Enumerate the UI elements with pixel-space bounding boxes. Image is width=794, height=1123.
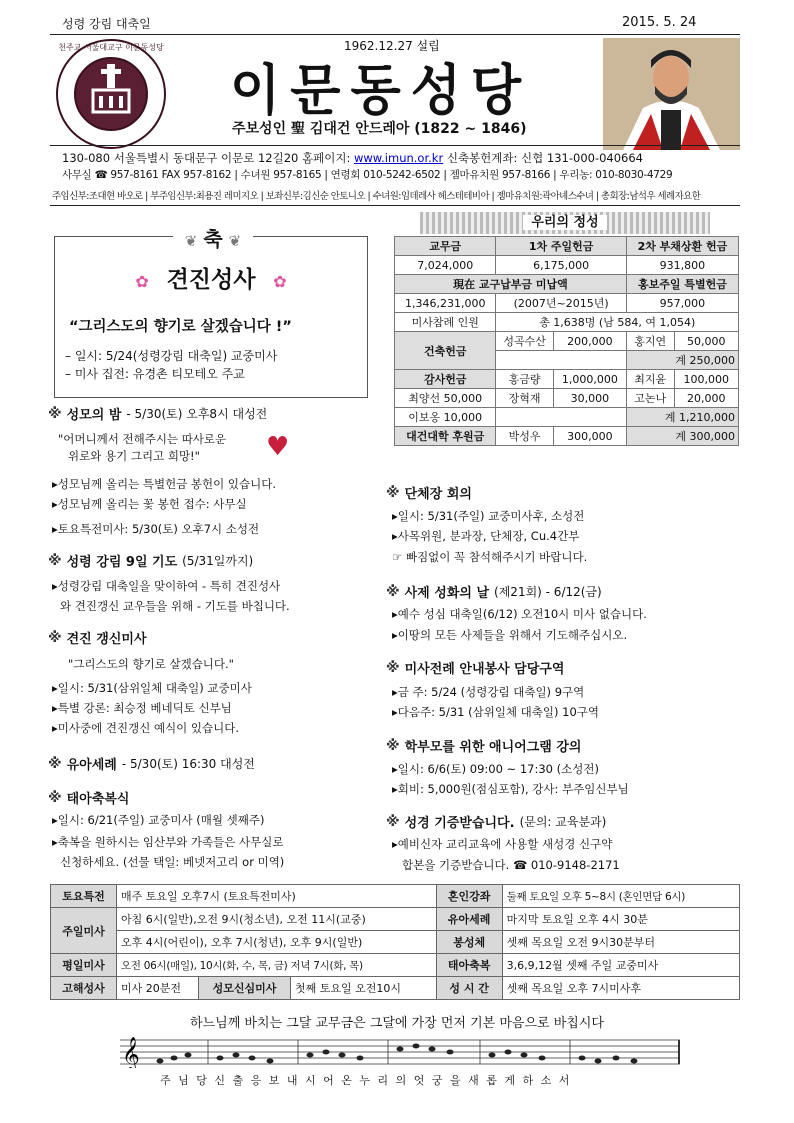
offering-value: 1,346,231,000 [395, 294, 496, 313]
celebration-box [54, 227, 368, 398]
thanks-label: 감사헌금 [395, 370, 496, 389]
schedule-value: 첫째 토요일 오전10시 [291, 977, 437, 1000]
amount: 100,000 [674, 370, 738, 389]
amount: 10,000 [443, 411, 483, 424]
star-icon: ※ [386, 659, 400, 676]
section-line: ▸성모님께 올리는 꽃 봉헌 접수: 사무실 [52, 497, 247, 511]
section-line: ▸예수 성심 대축일(6/12) 오전10시 미사 없습니다. [392, 607, 647, 621]
section-line: ▸이땅의 모든 사제들을 위해서 기도해주십시오. [392, 628, 628, 642]
star-icon: ※ [48, 789, 62, 806]
amount: 20,000 [674, 389, 738, 408]
section-line: ▸일시: 5/31(주일) 교중미사후, 소성전 [392, 509, 585, 523]
star-icon: ※ [48, 552, 62, 569]
schedule-value: 미사 20분전 [117, 977, 199, 1000]
amount: 1,000,000 [553, 370, 626, 389]
offering-value: 957,000 [626, 294, 738, 313]
celebration-item: – 미사 집전: 유경촌 티모테오 주교 [65, 367, 245, 381]
section-line: ▸예비신자 교리교육에 사용할 새성경 신구약 [392, 837, 613, 851]
donor: 최양선 [408, 392, 441, 405]
section-line: ▸특별 강론: 최승정 베네딕토 신부님 [52, 701, 232, 715]
schedule-label: 봉성체 [436, 931, 502, 954]
donor: 최지윤 [626, 370, 674, 389]
section-line: 신청하세요. (선물 택일: 베넷저고리 or 미역) [60, 855, 285, 869]
offering-label: 우리의 정성 [523, 215, 606, 230]
donor: 장혁재 [496, 389, 553, 408]
star-icon: ※ [48, 755, 62, 772]
section-title: 사제 성화의 날 [404, 586, 490, 601]
flower-icon: ✿ [273, 272, 287, 291]
celebration-quote: “그리스도의 향기로 살겠습니다 !” [69, 319, 292, 335]
schedule-value: 셋째 목요일 오전 9시30분부터 [502, 931, 739, 954]
section-line: "그리스도의 향기로 살겠습니다." [68, 657, 234, 671]
section-line: ▸토요특전미사: 5/30(토) 오후7시 소성전 [52, 522, 260, 536]
offering-value: 7,024,000 [395, 256, 496, 275]
chuk-char: 축 [203, 227, 223, 251]
scholar-total: 계 300,000 [626, 427, 738, 446]
celebration-title: 견진성사 [166, 267, 256, 293]
parish-seal [55, 38, 167, 150]
section-title: 성경 기증받습니다. [404, 816, 515, 831]
offering-header: 교무금 [395, 237, 496, 256]
founded: 1962.12.27 설립 [344, 39, 440, 53]
schedule-value: 3,6,9,12월 셋째 주일 교중미사 [502, 954, 739, 977]
flower-icon: ✿ [135, 272, 149, 291]
donor-amount [395, 408, 496, 427]
section-subtitle: - 5/30(토) 16:30 대성전 [121, 757, 255, 771]
schedule-label: 토요특전 [51, 885, 117, 908]
schedule-value: 오전 06시(매일), 10시(화, 수, 목, 금) 저녁 7시(화, 목) [117, 954, 437, 977]
section-subtitle: (문의: 교육분과) [519, 815, 607, 829]
donor: 홍지연 [626, 332, 674, 351]
occasion: 성령 강림 대축일 [62, 17, 151, 31]
section-line: ▸일시: 6/6(토) 09:00 ~ 17:30 (소성전) [392, 762, 599, 776]
amount: 300,000 [553, 427, 626, 446]
offering-value: 931,800 [626, 256, 738, 275]
offering-value: 6,175,000 [496, 256, 626, 275]
schedule-value: 아침 6시(일반),오전 9시(청소년), 오전 11시(교중) [117, 908, 437, 931]
section-line: 합본을 기증받습니다. ☎ 010-9148-2171 [402, 858, 620, 872]
section-line: ▸일시: 5/31(삼위일체 대축일) 교중미사 [52, 681, 252, 695]
donor: 박성우 [496, 427, 553, 446]
section-subtitle: (5/31일까지) [182, 554, 254, 568]
amount: 50,000 [443, 392, 483, 405]
schedule-label: 유아세례 [436, 908, 502, 931]
hymn-lyrics: 주 님 당 신 출 응 보 내 시 어 온 누 리 의 엇 궁 을 새 롭 게 하 소 서 [160, 1074, 572, 1087]
offering-header: 1차 주일헌금 [496, 237, 626, 256]
star-icon: ※ [386, 583, 400, 600]
schedule-label: 태아축복 [436, 954, 502, 977]
offering-banner [420, 212, 710, 234]
star-icon: ※ [48, 405, 62, 422]
schedule-label: 고해성사 [51, 977, 117, 1000]
mass-schedule-table [50, 884, 740, 1000]
heart-icon: ♥ [266, 432, 290, 462]
star-icon: ※ [48, 629, 62, 646]
schedule-value: 오후 4시(어린이), 오후 7시(청년), 오후 9시(일반) [117, 931, 437, 954]
patron-saint-portrait [603, 38, 740, 150]
building-total: 계 250,000 [626, 351, 738, 370]
amount: 30,000 [553, 389, 626, 408]
laurel-icon: ❦ 축 ❦ [173, 223, 253, 253]
section-title: 학부모를 위한 애니어그램 강의 [404, 740, 582, 755]
section-line: ▸사목위원, 분과장, 단체장, Cu.4간부 [392, 529, 580, 543]
donor: 홍금량 [496, 370, 553, 389]
address: 130-080 서울특별시 동대문구 이문로 12길20 홈페이지: [62, 151, 354, 165]
patron-line: 주보성인 聖 김대건 안드레아 (1822 ~ 1846) [232, 121, 527, 137]
star-icon: ※ [386, 484, 400, 501]
homepage-link[interactable]: www.imun.or.kr [353, 151, 444, 165]
section-line: "어머니께서 전해주시는 따사로운 [58, 432, 227, 446]
schedule-value: 마지막 토요일 오후 4시 30분 [502, 908, 739, 931]
attendance-value: 총 1,638명 (남 584, 여 1,054) [496, 313, 739, 332]
building-label: 건축헌금 [395, 332, 496, 370]
schedule-label: 주일미사 [51, 908, 117, 954]
schedule-label: 성 시 간 [436, 977, 502, 1000]
section-line: ☞ 빠짐없이 꼭 참석해주시기 바랍니다. [392, 550, 588, 564]
donor: 이보옹 [408, 411, 441, 424]
schedule-label: 평일미사 [51, 954, 117, 977]
offering-value: (2007년~2015년) [496, 294, 626, 313]
section-line: ▸회비: 5,000원(점심포함), 강사: 부주임신부님 [392, 782, 629, 796]
section-title: 견진 갱신미사 [66, 632, 147, 647]
schedule-value: 둘째 토요일 오후 5~8시 (혼인면담 6시) [502, 885, 739, 908]
donor: 고논나 [626, 389, 674, 408]
hymn-title: 하느님께 바치는 그달 교무금은 그달에 가장 먼저 기본 마음으로 바칩시다 [190, 1016, 604, 1031]
offering-header: 現在 교구납부금 미납액 [395, 275, 627, 294]
section-line: ▸성령강림 대축일을 맞이하여 - 특히 견진성사 [52, 579, 281, 593]
church-title: 이문동성당 [230, 59, 532, 123]
section-line: ▸다음주: 5/31 (삼위일체 대축일) 10구역 [392, 705, 600, 719]
staff-line: 주임신부:조대현 바오로 | 부주임신부:최용진 레미지오 | 보좌신부:김신순 안토니오 | 수녀원:임데레사 헤스테테비아 | 젬마유치원:곽아녜스수녀 | 총회장:남석우 세례자요한 [52, 191, 701, 202]
section-title: 유아세례 [66, 758, 117, 773]
section-line: 와 견진갱신 교우들을 위해 - 기도를 바칩니다. [60, 599, 290, 613]
section-title: 미사전례 안내봉사 담당구역 [404, 662, 565, 677]
amount: 50,000 [674, 332, 738, 351]
section-line: ▸미사중에 견진갱신 예식이 있습니다. [52, 721, 240, 735]
section-subtitle: - 5/30(토) 오후8시 대성전 [126, 407, 268, 421]
section-title: 성령 강림 9일 기도 [66, 555, 178, 570]
celebration-item: – 일시: 5/24(성령강림 대축일) 교중미사 [65, 349, 278, 363]
section-line: ▸성모님께 올리는 특별헌금 봉헌이 있습니다. [52, 477, 277, 491]
donor-amount [395, 389, 496, 408]
issue-date: 2015. 5. 24 [622, 15, 697, 30]
section-line: 위로와 용기 그리고 희망!" [68, 449, 200, 463]
star-icon: ※ [386, 813, 400, 830]
section-line: ▸금 주: 5/24 (성령강림 대축일) 9구역 [392, 685, 585, 699]
phone-line: 사무실 ☎ 957-8161 FAX 957-8162 | 수녀원 957-8165 | 연령회 010-5242-6502 | 젬마유치원 957-8166 | 우리농: 010-8030-4729 [62, 169, 673, 181]
offering-table [394, 236, 739, 446]
scholar-label: 대건대학 후원금 [395, 427, 496, 446]
schedule-value: 셋째 목요일 오후 7시미사후 [502, 977, 739, 1000]
section-line: ▸축복을 원하시는 임산부와 가족들은 사무실로 [52, 835, 284, 849]
section-title: 태아축복식 [66, 792, 130, 807]
music-staff [120, 1034, 680, 1068]
seal-text: 천주교 서울대교구 이문동성당 [58, 43, 164, 52]
section-subtitle: (제21회) - 6/12(금) [494, 585, 602, 599]
treble-clef-icon: 𝄞 [122, 1037, 140, 1068]
thanks-total: 계 1,210,000 [626, 408, 738, 427]
section-title: 단체장 회의 [404, 487, 472, 502]
section-title: 성모의 밤 [66, 408, 122, 423]
offering-header: 2차 부채상환 헌금 [626, 237, 738, 256]
account: 신축봉헌계좌: 신협 131-000-040664 [443, 151, 643, 165]
attendance-label: 미사참례 인원 [395, 313, 496, 332]
star-icon: ※ [386, 737, 400, 754]
schedule-label: 혼인강좌 [436, 885, 502, 908]
schedule-value: 매주 토요일 오후7시 (토요특전미사) [117, 885, 437, 908]
schedule-label: 성모신심미사 [199, 977, 291, 1000]
amount: 200,000 [553, 332, 626, 351]
donor: 성곡수산 [496, 332, 553, 351]
offering-header: 홍보주일 특별헌금 [626, 275, 738, 294]
section-line: ▸일시: 6/21(주일) 교중미사 (매월 셋째주) [52, 813, 265, 827]
